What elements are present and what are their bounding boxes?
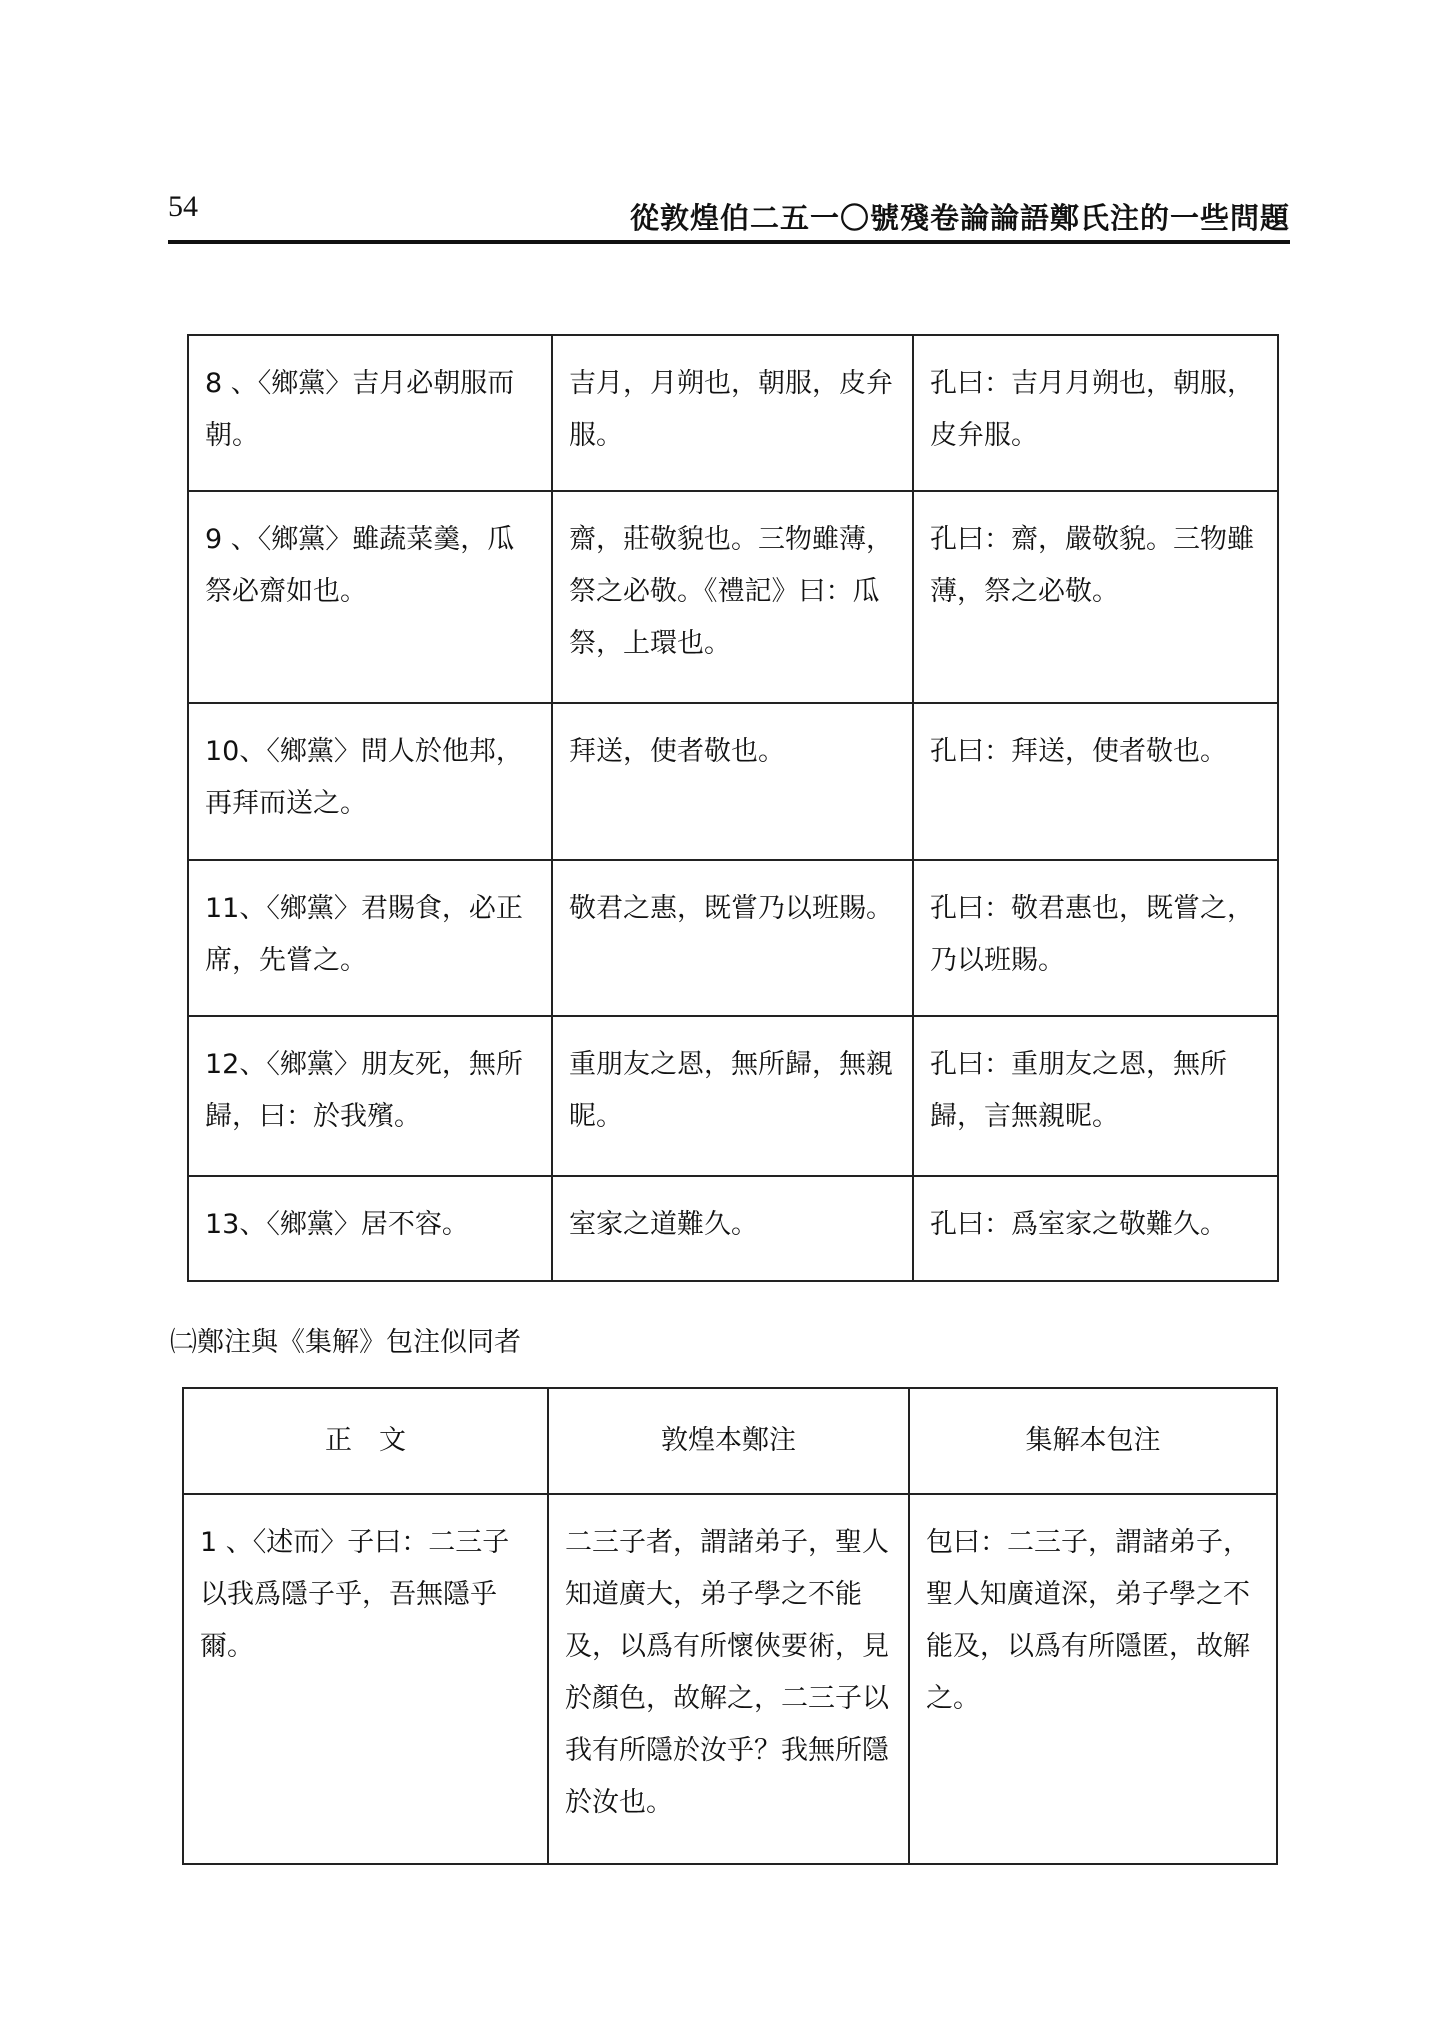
- cell-text: 重朋友之恩，無所歸，無親昵。: [569, 1049, 893, 1132]
- cell-text: 11、〈鄉黨〉君賜食，必正席，先嘗之。: [205, 893, 523, 976]
- column-header: [183, 1388, 548, 1494]
- cell-text: 9 、〈鄉黨〉雖蔬菜羹，瓜祭必齋如也。: [205, 524, 515, 607]
- header-text: 敦煌本鄭注: [661, 1425, 796, 1456]
- text-cell: [188, 1016, 552, 1176]
- page-number: 54: [168, 190, 198, 223]
- jijie-note-cell: [913, 1176, 1278, 1281]
- cell-text: 8 、〈鄉黨〉吉月必朝服而朝。: [205, 368, 515, 451]
- text-cell: [188, 860, 552, 1016]
- cell-text: 10、〈鄉黨〉問人於他邦，再拜而送之。: [205, 736, 523, 819]
- jijie-note-cell: [913, 335, 1278, 491]
- table-row: [188, 491, 1278, 703]
- table-row: [188, 860, 1278, 1016]
- page-header: [168, 190, 1290, 244]
- cell-text: 齋，莊敬貌也。三物雖薄，祭之必敬。《禮記》曰：瓜祭，上環也。: [569, 524, 893, 659]
- zheng-note-cell: [552, 703, 913, 860]
- jijie-note-cell: [913, 860, 1278, 1016]
- cell-text: 室家之道難久。: [569, 1209, 758, 1240]
- cell-text: 拜送，使者敬也。: [569, 736, 785, 767]
- jijie-note-cell: [909, 1494, 1277, 1864]
- table-row: [188, 703, 1278, 860]
- cell-text: 孔曰：吉月月朔也，朝服，皮弁服。: [930, 368, 1254, 451]
- header-text: 集解本包注: [1025, 1425, 1161, 1456]
- text-cell: [188, 491, 552, 703]
- cell-text: 包曰：二三子，謂諸弟子，聖人知廣道深，弟子學之不能及，以爲有所隱匿，故解之。: [926, 1527, 1250, 1714]
- text-cell: [183, 1494, 548, 1864]
- cell-text: 敬君之惠，既嘗乃以班賜。: [569, 893, 893, 924]
- column-header: [909, 1388, 1277, 1494]
- header-text: 正 文: [325, 1425, 406, 1456]
- comparison-table-kong: [187, 334, 1279, 1282]
- zheng-note-cell: [552, 1176, 913, 1281]
- table-row: [183, 1494, 1277, 1864]
- comparison-table-bao: [182, 1387, 1278, 1865]
- section-heading: ㈡鄭注與《集解》包注似同者: [170, 1327, 521, 1358]
- table-header-row: [183, 1388, 1277, 1494]
- zheng-note-cell: [548, 1494, 909, 1864]
- zheng-note-cell: [552, 1016, 913, 1176]
- cell-text: 吉月，月朔也，朝服，皮弁服。: [569, 368, 893, 451]
- text-cell: [188, 335, 552, 491]
- column-header: [548, 1388, 909, 1494]
- cell-text: 孔曰：敬君惠也，既嘗之，乃以班賜。: [930, 893, 1254, 976]
- cell-text: 孔曰：拜送，使者敬也。: [930, 736, 1227, 767]
- zheng-note-cell: [552, 860, 913, 1016]
- jijie-note-cell: [913, 491, 1278, 703]
- cell-text: 孔曰：齋，嚴敬貌。三物雖薄，祭之必敬。: [930, 524, 1254, 607]
- cell-text: 孔曰：爲室家之敬難久。: [930, 1209, 1227, 1240]
- table-row: [188, 1176, 1278, 1281]
- cell-text: 13、〈鄉黨〉居不容。: [205, 1209, 469, 1240]
- cell-text: 1 、〈述而〉子曰：二三子以我爲隱子乎，吾無隱乎爾。: [200, 1527, 510, 1662]
- cell-text: 二三子者，謂諸弟子，聖人知道廣大，弟子學之不能及，以爲有所懷俠要術，見於顏色，故解之，二三子以我有所隱於汝乎？我無所隱於汝也。: [565, 1527, 889, 1818]
- table-row: [188, 335, 1278, 491]
- table-row: [188, 1016, 1278, 1176]
- cell-text: 12、〈鄉黨〉朋友死，無所歸，曰：於我殯。: [205, 1049, 523, 1132]
- jijie-note-cell: [913, 703, 1278, 860]
- cell-text: 孔曰：重朋友之恩，無所歸，言無親昵。: [930, 1049, 1227, 1132]
- zheng-note-cell: [552, 335, 913, 491]
- running-title: 從敦煌伯二五一〇號殘卷論論語鄭氏注的一些問題: [629, 201, 1290, 235]
- jijie-note-cell: [913, 1016, 1278, 1176]
- zheng-note-cell: [552, 491, 913, 703]
- text-cell: [188, 703, 552, 860]
- text-cell: [188, 1176, 552, 1281]
